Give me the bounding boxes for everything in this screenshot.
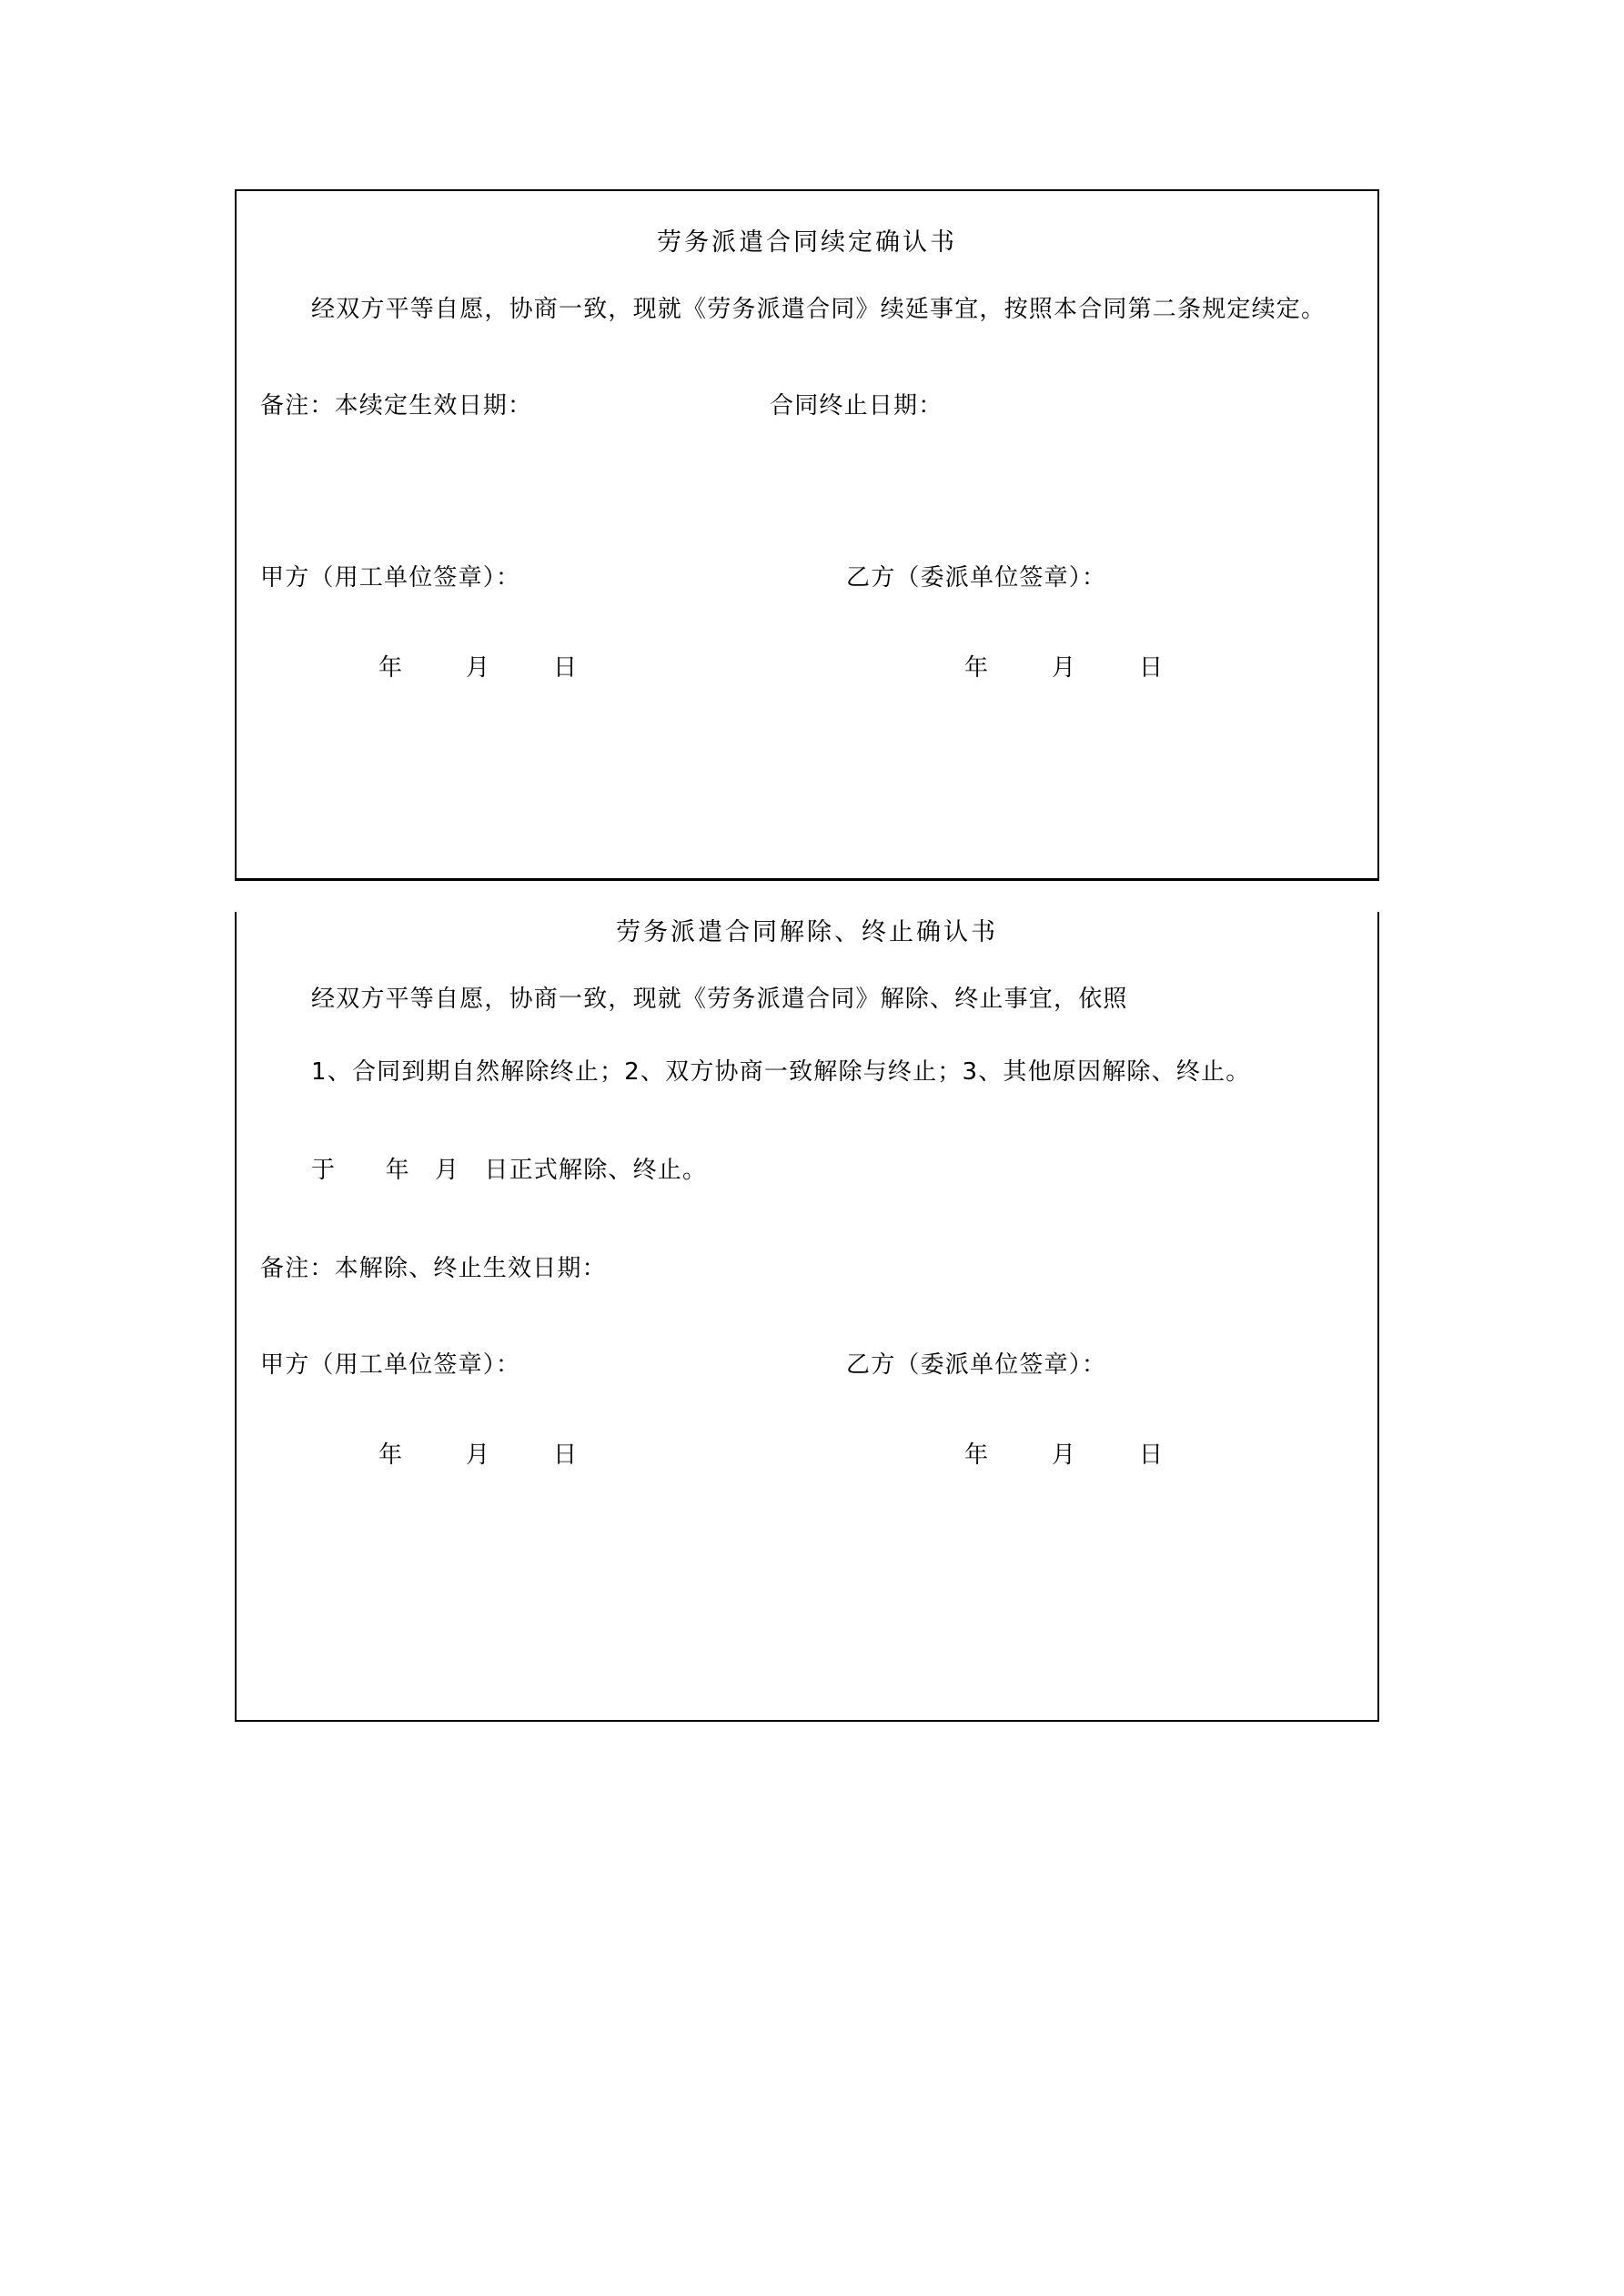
termination-confirmation-box: [235, 912, 1379, 1722]
section2-signature-row: [260, 1346, 1354, 1380]
section1-date-line-a: 年 月 日: [378, 654, 598, 682]
section2-party-b-label: 乙方（委派单位签章）：: [846, 1351, 1107, 1379]
document-body: [235, 189, 1379, 1722]
section1-date-line-b: 年 月 日: [964, 654, 1184, 682]
section1-paragraph-1: 经双方平等自愿，协商一致，现就《劳务派遣合同》续延事宜，按照本合同第二条规定续定。: [311, 296, 1326, 323]
section2-party-a-label: 甲方（用工单位签章）：: [260, 1351, 521, 1379]
section2-paragraph-1: 经双方平等自愿，协商一致，现就《劳务派遣合同》解除、终止事宜，依照: [311, 986, 1128, 1013]
section2-date-line-b: 年 月 日: [964, 1441, 1184, 1469]
renewal-confirmation-box: [235, 189, 1379, 881]
section1-date-row: [260, 649, 1354, 683]
section1-party-a-label: 甲方（用工单位签章）：: [260, 564, 521, 592]
section1-note-label: 备注：本续定生效日期：: [260, 392, 533, 420]
section1-note-row: [260, 387, 1354, 420]
section2-date-line-a: 年 月 日: [378, 1441, 598, 1469]
section1-title: 劳务派遣合同续定确认书: [657, 228, 957, 257]
section2-paragraph-3: 于 年 月 日正式解除、终止。: [311, 1157, 708, 1184]
section1-party-b-label: 乙方（委派单位签章）：: [846, 564, 1107, 592]
section2-paragraph-2: 1、合同到期自然解除终止；2、双方协商一致解除与终止；3、其他原因解除、终止。: [311, 1058, 1251, 1086]
section2-note-label: 备注：本解除、终止生效日期：: [260, 1255, 607, 1282]
section2-date-row: [260, 1436, 1354, 1470]
section2-title: 劳务派遣合同解除、终止确认书: [616, 918, 998, 946]
section1-end-date-label: 合同终止日期：: [770, 392, 943, 420]
section1-signature-row: [260, 559, 1354, 592]
